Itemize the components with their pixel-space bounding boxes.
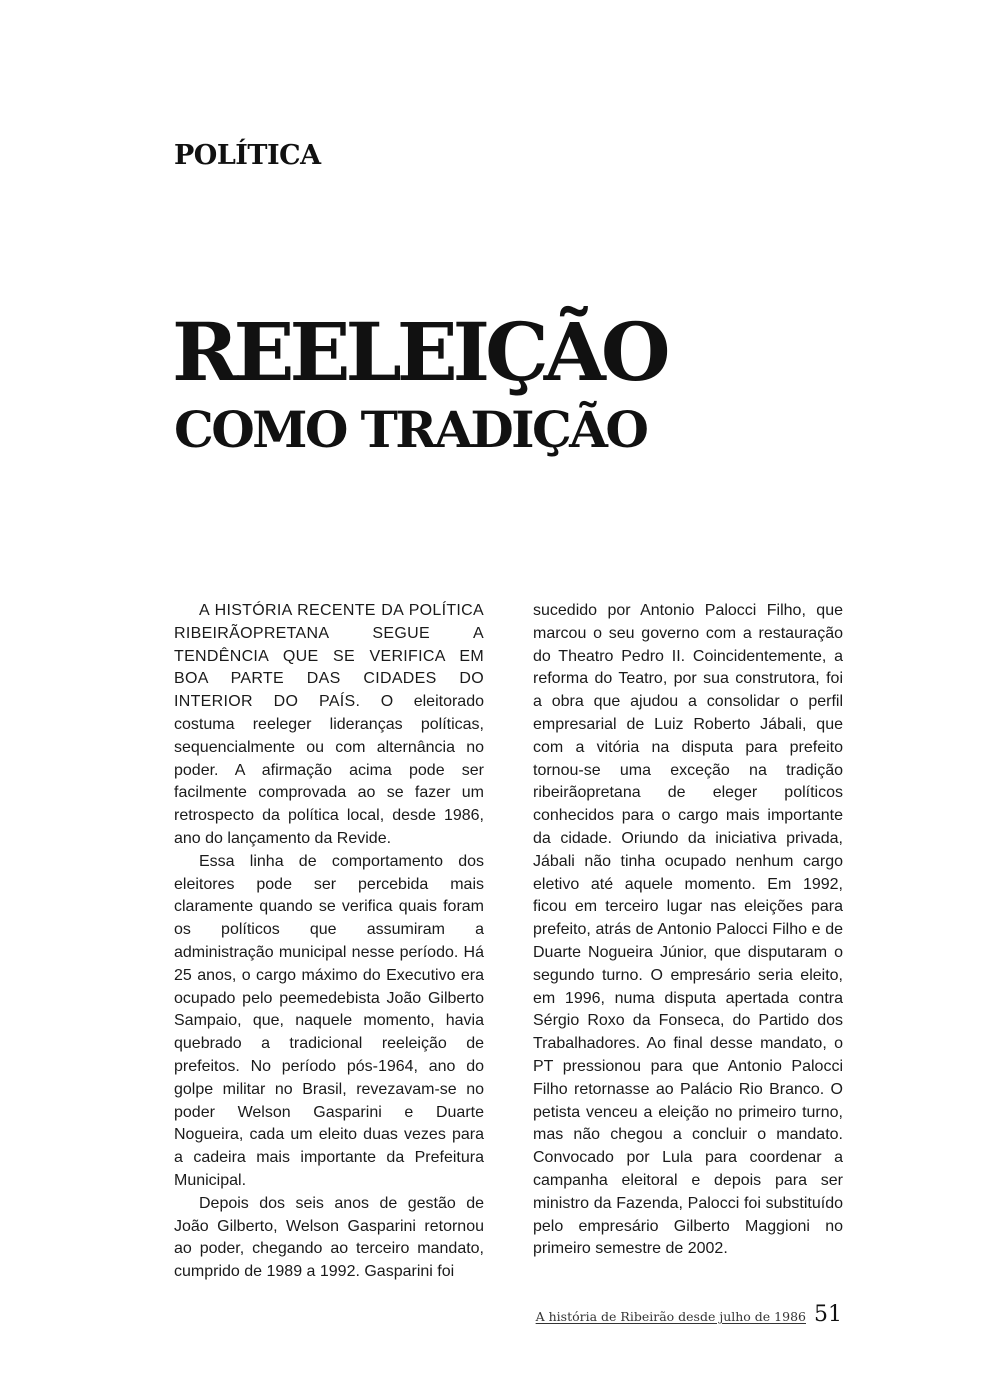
- article-column-left: [174, 600, 484, 1284]
- article-paragraph-3-continued: sucedido por Antonio Palocci Filho, que marcou o seu governo com a restauração do Theatro Pedro II. Coincidentemente, a reforma do Teatro, por sua construtora, foi a obra que ajudou a consolidar o perfil empresarial de Luiz Roberto Jábali, que com a vitória na disputa para prefeito tornou-se uma exceção na tradição ribeirãopretana de eleger políticos conhecidos para o cargo mais importante da cidade. Oriundo da iniciativa privada, Jábali não tinha ocupado nenhum cargo eletivo até aquele momento. Em 1992, ficou em terceiro lugar nas eleições para prefeito, atrás de Antonio Palocci Filho e de Duarte Nogueira Júnior, que disputaram o segundo turno. O empresário seria eleito, em 1996, numa disputa apertada contra Sérgio Roxo da Fonseca, do Partido dos Trabalhadores. Ao final desse mandato, o PT pressionou para que Antonio Palocci Filho retornasse ao Palácio Rio Branco. O petista venceu a eleição no primeiro turno, mas não chegou a concluir o mandato. Convocado por Lula para coordenar a campanha eleitoral e depois para ser ministro da Fazenda, Palocci foi substituído pelo empresário Gilberto Maggioni no primeiro semestre de 2002.: [533, 602, 843, 1258]
- page-number: 51: [814, 1302, 842, 1327]
- article-title: REELEIÇÃO: [172, 305, 666, 399]
- section-label: POLÍTICA: [174, 140, 321, 171]
- article-paragraph-3-start: Depois dos seis anos de gestão de João Gilberto, Welson Gasparini retornou ao poder, chegando ao terceiro mandato, cumprido de 1989 a 1992. Gasparini foi: [174, 1194, 484, 1281]
- footer-publication-text: A história de Ribeirão desde julho de 1986: [535, 1309, 806, 1324]
- lead-caps: A HISTÓRIA RECENTE DA POLÍTICA RIBEIRÃOPRETANA SEGUE A TENDÊNCIA QUE SE VERIFICA EM BOA PARTE DAS CIDADES DO INTERIOR DO PAÍS.: [174, 602, 484, 711]
- article-column-right: [533, 600, 843, 1261]
- page-footer: [536, 1302, 842, 1327]
- article-paragraph-1: [174, 600, 484, 851]
- paragraph-1-rest: O eleitorado costuma reeleger lideranças políticas, sequencialmente ou com alternância no poder. A afirmação acima pode ser facilmente comprovada ao se fazer um retrospecto da política local, desde 1986, ano do lançamento da Revide.: [174, 693, 484, 847]
- article-paragraph-2: Essa linha de comportamento dos eleitores pode ser percebida mais claramente quando se verifica quais foram os políticos que assumiram a administração municipal nesse período. Há 25 anos, o cargo máximo do Executivo era ocupado pelo peemedebista João Gilberto Sampaio, que, naquele momento, havia quebrado a tradicional reeleição de prefeitos. No período pós-1964, ano do golpe militar no Brasil, revezavam-se no poder Welson Gasparini e Duarte Nogueira, cada um eleito duas vezes para a cadeira mais importante da Prefeitura Municipal.: [174, 852, 484, 1189]
- article-subtitle: COMO TRADIÇÃO: [174, 400, 647, 459]
